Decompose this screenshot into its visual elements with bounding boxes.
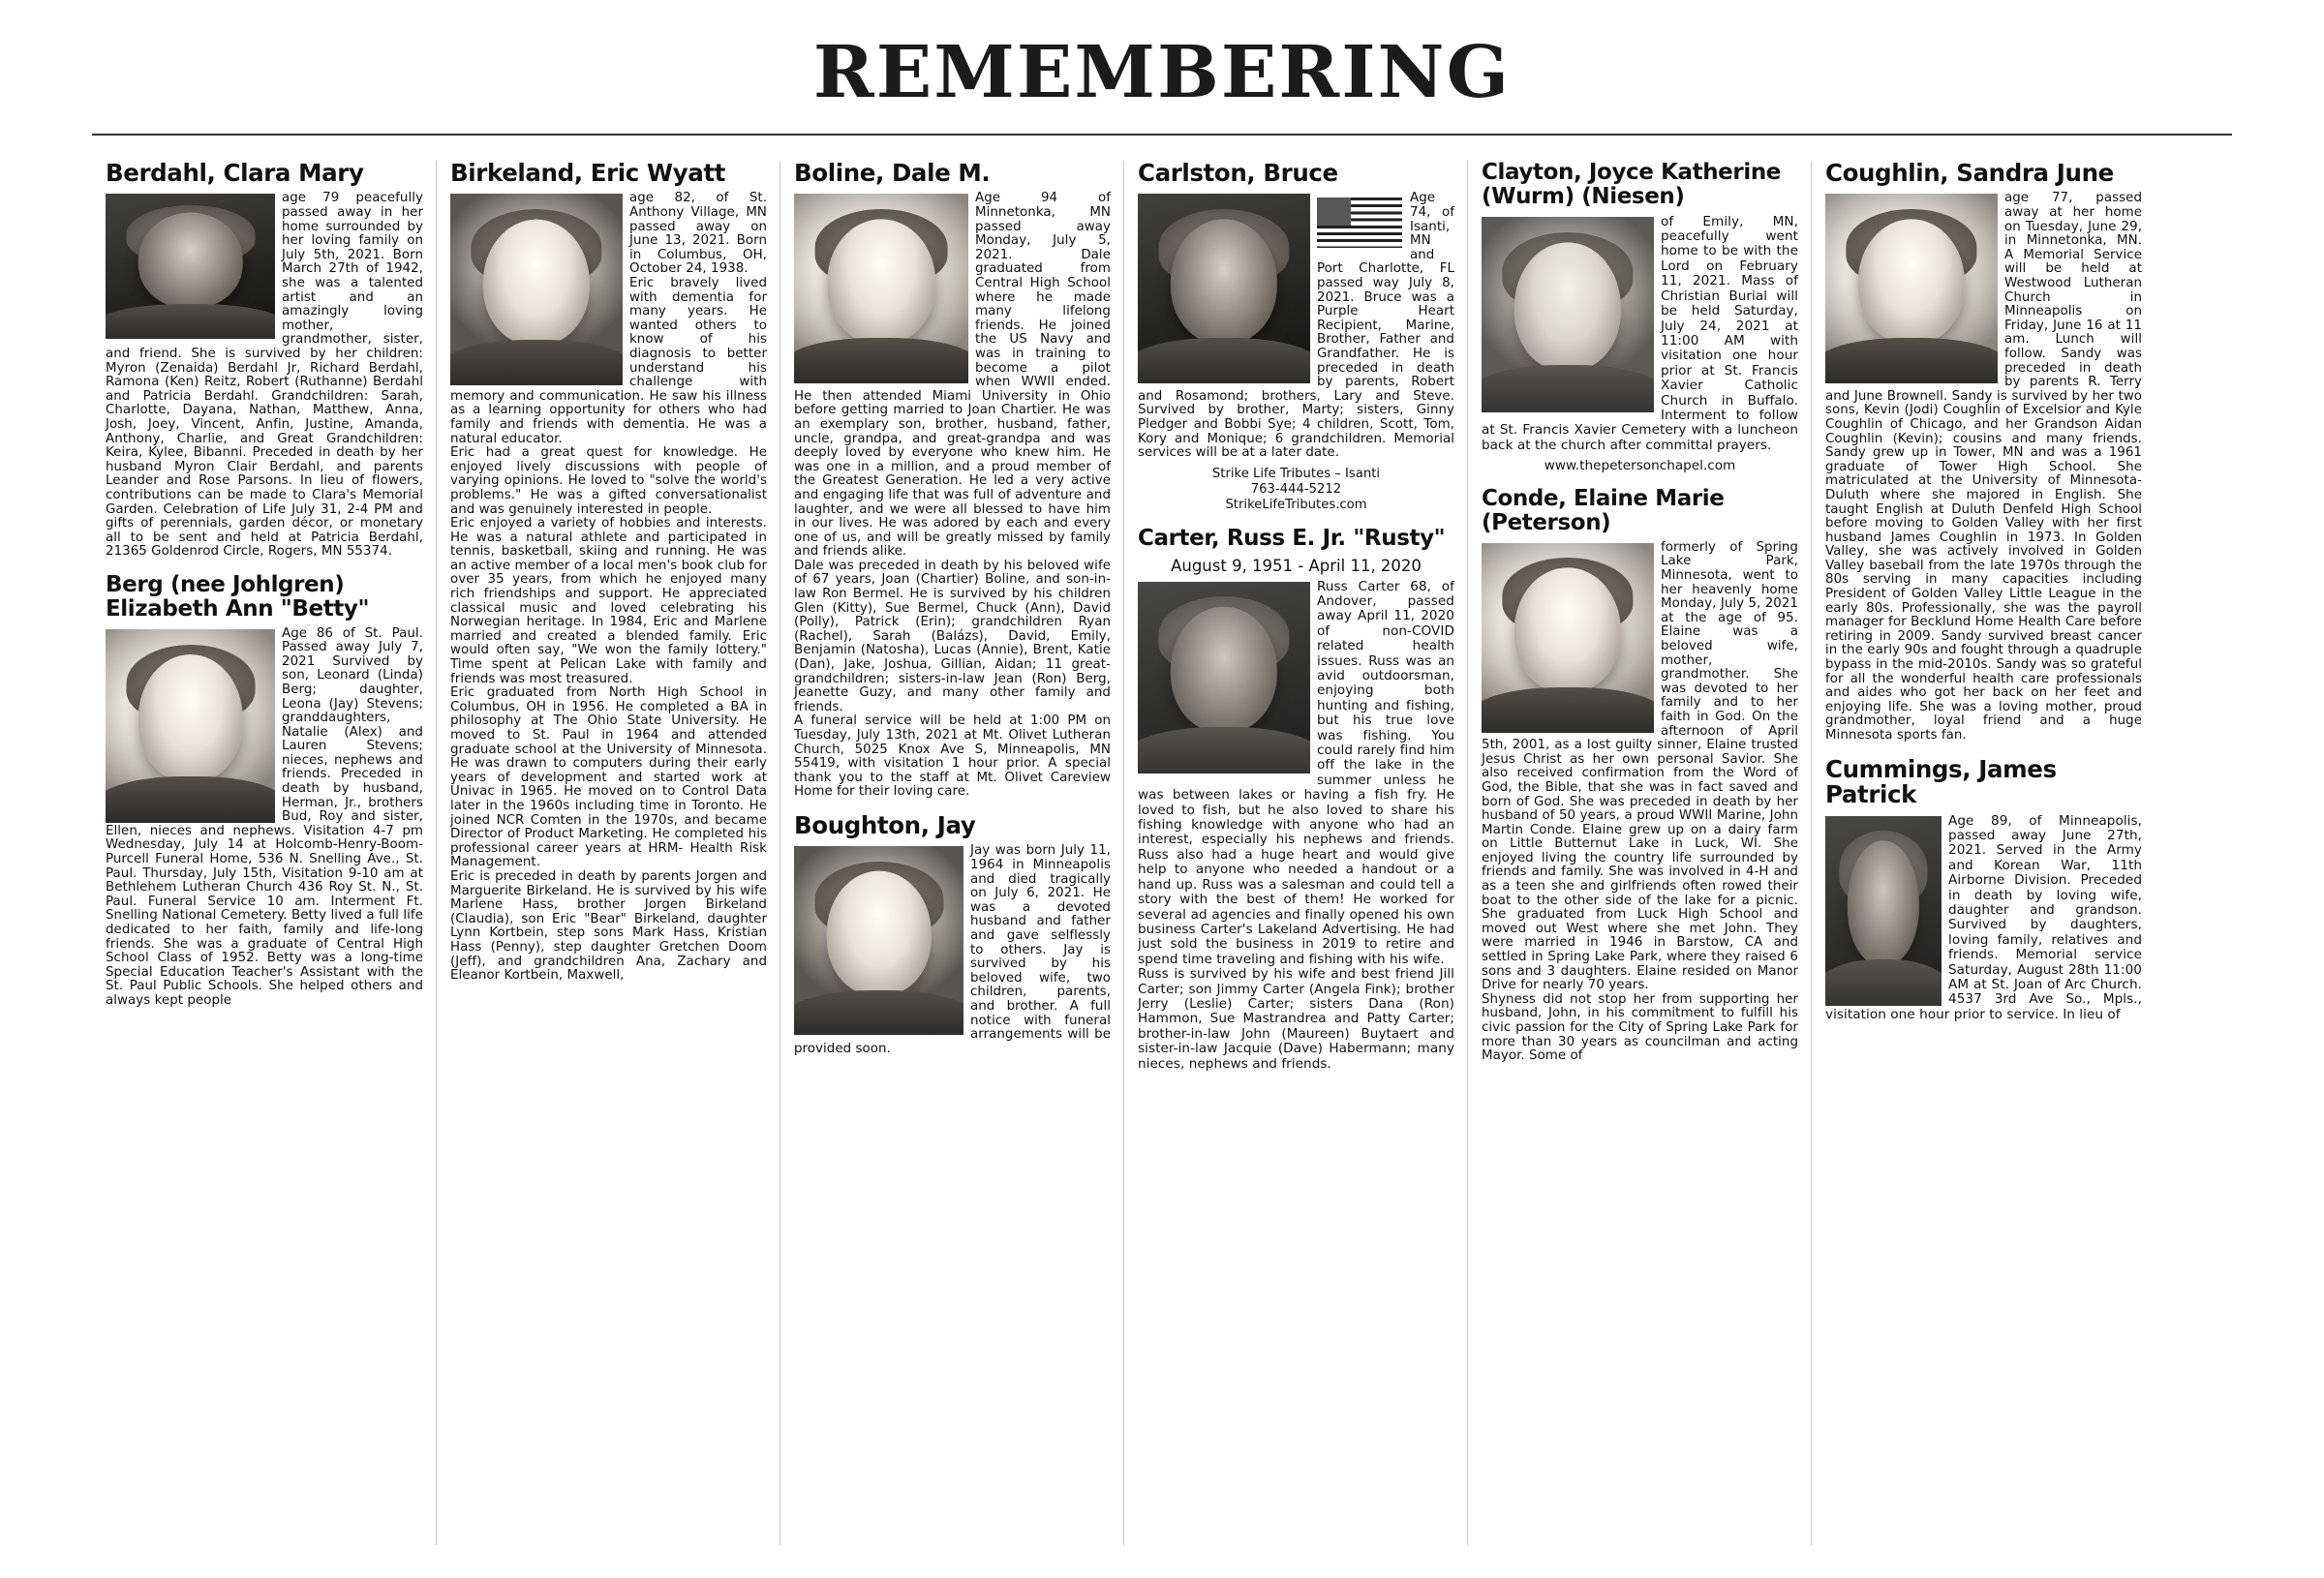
obituary-body [1138,580,1454,1072]
obituary-name: Berdahl, Clara Mary [106,161,364,187]
obituary-entry[interactable] [1482,487,1798,1064]
obituary-paragraph: Eric bravely lived with dementia for many years. He wanted others to know of his diagnosis to better understand his challenge with memory and communication. He saw his illness as a learning opportunity for others who had family and friends with dementia. He was a natural educator. [450,276,767,446]
obituary-body [106,192,423,559]
obituary-life-dates: August 9, 1951 - April 11, 2020 [1171,556,1422,575]
portrait-coughlin-sandra-june [1825,194,1998,383]
obituary-entry[interactable] [1825,161,2142,743]
portrait-birkeland-eric-wyatt [450,194,623,385]
obituary-entry[interactable] [450,161,767,984]
obituary-name: Boughton, Jay [794,810,976,839]
obituary-paragraph: Dale was preceded in death by his beloved wife of 67 years, Joan (Chartier) Boline, and son-in-law Ron Bermel. He is survived by his children Glen (Kitty), Sue Bermel, Chuck (Ann), David (Polly), Patrick (Erin); grandchildren Ryan (Rachel), Sarah (Balázs), David, Emily, Benjamin (Natosha), Lucas (Annie), Brent, Katie (Dan), Jake, Joshua, Gillian, Aidan; 11 great-grandchildren; sisters-in-law Jean (Ron) Berg, Jeanette Guzy, and many other family and friends. [794,558,1111,714]
portrait-cummings-james-patrick [1825,816,1942,1006]
funeral-home-info [1138,467,1454,513]
obituary-body [450,192,767,983]
obituary-name: Coughlin, Sandra June [1825,161,2114,187]
obituary-entry[interactable] [794,810,1111,1056]
obituary-website-link[interactable]: www.thepetersonchapel.com [1544,458,1736,474]
portrait-berg-elizabeth-ann [106,629,275,823]
obituary-entry[interactable] [106,161,423,560]
obituary-column-4 [1123,161,1467,1545]
obituary-body [1482,215,1798,454]
obituary-entry[interactable] [1138,527,1454,1072]
obituary-entry[interactable] [794,161,1111,800]
portrait-boline-dale-m [794,194,968,383]
obituary-entry[interactable] [106,573,423,1009]
american-flag-icon [1317,197,1402,248]
obituary-body [106,627,423,1009]
obituary-body [1138,192,1454,460]
obituary-paragraph: Age 74, of Isanti, MN and Port Charlotte, FL passed way July 8, 2021. Bruce was a Purple Heart Recipient, Marine, Brother, Father and Grandfather. He is preceded in death by parents, Robert and Rosamond; brothers, Lary and Steve. Survived by brother, Marty; sisters, Ginny Pledger and Bobbi Sye; 4 children, Scott, Tom, Kory and Monique; 6 grandchildren. Memorial services will be at a later date. [1138,191,1454,461]
obituary-paragraph: Shyness did not stop her from supporting her husband, John, in his commitment to fulfill his civic passion for the City of Spring Lake Park for more than 30 years as councilman and acting Mayor. Some of [1482,991,1798,1064]
obituary-name: Carter, Russ E. Jr. "Rusty" [1138,525,1446,551]
obituary-column-3 [780,161,1123,1545]
obituary-paragraph: Russ Carter 68, of Andover, passed away April 11, 2020 of non-COVID related health issues. Russ was an avid outdoorsman, enjoying both hunting and fishing, but his true love was fishing. You could rarely find him off the lake in the summer unless he was between lakes or having a fish fry. He loved to fish, but he also loved to share his fishing knowledge with anyone who had an interest, especially his nephews and friends. Russ also had a huge heart and would give help to anyone who needed a handout or a hand up. Russ was a salesman and could tell a story with the best of them! He worked for several ad agencies and finally opened his own business Carter's Lakeland Advertising. He had just sold the business in 2019 to retire and spend time traveling and fishing with his wife. [1138,578,1454,967]
obituary-name: Birkeland, Eric Wyatt [450,161,725,187]
portrait-berdahl-clara-mary [106,194,275,339]
obituary-name: Carlston, Bruce [1138,161,1338,187]
portrait-boughton-jay [794,846,963,1035]
obituary-column-1 [92,161,436,1545]
obituary-name: Cummings, James Patrick [1825,754,2057,809]
obituary-body [794,844,1111,1056]
portrait-conde-elaine-marie [1482,543,1654,733]
obituary-body [1482,541,1798,1064]
funeral-home-line[interactable]: StrikeLifeTributes.com [1225,497,1367,512]
obituary-column-2 [436,161,780,1545]
obituary-column-6 [1811,161,2155,1545]
obituary-body [1825,814,2142,1023]
obituary-paragraph: Eric graduated from North High School in Columbus, OH in 1956. He completed a BA in philosophy at The Ohio State University. He moved to St. Paul in 1964 and attended graduate school at the University of Minnesota. He was drawn to computers during their early years of development and started work at Univac in 1965. He moved on to Control Data later in the 1960s including time in Toronto. He joined NCR Comten in the 1970s, and became Director of Product Marketing. He completed his professional career years at HRM- Health Risk Management. [450,685,767,870]
obituary-paragraph: Eric had a great quest for knowledge. He enjoyed lively discussions with people of varying opinions. He loved to "solve the world's problems." He was a gifted conversationalist and was genuinely interested in people. [450,445,767,517]
funeral-home-line: Strike Life Tributes – Isanti [1211,466,1381,481]
obituary-body [1825,192,2142,743]
obituary-body [794,192,1111,800]
portrait-carlston-bruce [1138,194,1310,383]
obituary-entry[interactable] [1138,161,1454,513]
masthead-divider [92,134,2232,136]
obituary-paragraph: Age 89, of Minneapolis, passed away June 27th, 2021. Served in the Army and Korean War, 11th Airborne Division. Preceded in death by loving wife, daughter and grandson. Survived by daughters, loving family, relatives and friends. Memorial service Saturday, August 28th 11:00 AM at St. Joan of Arc Church. 4537 3rd Ave So., Mpls., visitation one hour prior to service. In lieu of [1825,812,2142,1022]
obituary-paragraph: A funeral service will be held at 1:00 PM on Tuesday, July 13th, 2021 at Mt. Olivet Lutheran Church, 5025 Knox Ave S, Minneapolis, MN 55419, with visitation 1 hour prior. A special thank you to the staff at Mt. Olivet Careview Home for their loving care. [794,713,1111,800]
obituary-column-5 [1467,161,1811,1545]
obituary-name: Berg (nee Johlgren) Elizabeth Ann "Betty" [106,571,370,622]
obituary-entry[interactable] [1482,161,1798,473]
obituary-paragraph: formerly of Spring Lake Park, Minnesota, went to her heavenly home Monday, July 5, 2021 at the age of 95. Elaine was a beloved wife, mother, grandmother. She was devoted to her family and to her faith in God. On the afternoon of April 5th, 2001, as a lost guilty sinner, Elaine trusted Jesus Christ as her own personal Savior. She also received confirmation from the Word of God, the Bible, that she was in fact saved and born of God. She was preceded in death by her husband of 50 years, a proud WWII Marine, John Martin Conde. Elaine grew up on a dairy farm on Little Butternut Lake in Luck, WI. She enjoyed living the country life surrounded by friends and family. She was involved in 4-H and as a teen she and girlfriends often rowed their boat to the other side of the lake for a picnic. She graduated from Luck High School and moved out West where she met John. They were married in 1946 in Barstow, CA and settled in Spring Lake Park, where they raised 6 sons and 3 daughters. Elaine resided on Manor Drive for nearly 70 years. [1482,539,1798,993]
obituary-paragraph: Eric is preceded in death by parents Jorgen and Marguerite Birkeland. He is survived by his wife Marlene Hass, brother Jorgen Birkeland (Claudia), son Eric "Bear" Birkeland, daughter Lynn Kortbein, step sons Mark Hass, Kristian Hass (Penny), step daughter Gretchen Doom (Jeff), and grandchildren Ana, Zachary and Eleanor Kortbein, Maxwell, [450,868,767,984]
obituary-entry[interactable] [1825,754,2142,1023]
page-title: REMEMBERING [812,31,1512,114]
masthead [92,0,2232,114]
obituary-paragraph: Age 86 of St. Paul. Passed away July 7, 2021 Survived by son, Leonard (Linda) Berg; daughter, Leona (Jay) Stevens; granddaughters, Natalie (Alex) and Lauren Stevens; nieces, nephews and friends. Preceded in death by husband, Herman, Jr., brothers Bud, Roy and sister, Ellen, nieces and nephews. Visitation 4-7 pm Wednesday, July 14 at Holcomb-Henry-Boom-Purcell Funeral Home, 536 N. Snelling Ave., St. Paul. Thursday, July 15th, Visitation 9-10 am at Bethlehem Lutheran Church 436 Roy St. N., St. Paul. Funeral Service 10 am. Interment Ft. Snelling National Cemetery. Betty lived a full life dedicated to her faith, family and life-long friends. She was a graduate of Central High School Class of 1952. Betty was a long-time Special Education Teacher's Assistant with the St. Paul Public Schools. She helped others and always kept people [106,625,423,1008]
obituary-paragraph: Russ is survived by his wife and best friend Jill Carter; son Jimmy Carter (Angela Fink); brother Jerry (Leslie) Carter; sisters Dana (Ron) Hammon, Sue Mastrandrea and Patty Carter; brother-in-law John (Maureen) Buytaert and sister-in-law Jacquie (Dave) Habermann; many nieces, nephews and friends. [1138,966,1454,1072]
obituary-paragraph: age 79 peacefully passed away in her home surrounded by her loving family on July 5th, 2021. Born March 27th of 1942, she was a talented artist and an amazingly loving mother, grandmother, sister, and friend. She is survived by her children: Myron (Zenaida) Berdahl Jr, Richard Berdahl, Ramona (Ken) Reitz, Robert (Ruthanne) Berdahl and Patricia Berdahl. Grandchildren: Sarah, Charlotte, Dayana, Nathan, Matthew, Anna, Josh, Joey, Vincent, Anfin, Justine, Amanda, Anthony, Charlie, and Great Grandchildren: Keira, Kylee, Bibanni. Preceded in death by her husband Myron Clair Berdahl, and parents Leander and Rose Parsons. In lieu of flowers, contributions can be made to Clara's Memorial Garden. Celebration of Life July 31, 2-4 PM and gifts of perennials, garden décor, or monetary all to be sent and held at Patricia Berdahl, 21365 Goldenrod Circle, Rogers, MN 55374. [106,191,423,560]
obituary-paragraph: Eric enjoyed a variety of hobbies and interests. He was a natural athlete and participated in tennis, basketball, skiing and running. He was an active member of a local men's book club for over 35 years, from which he enjoyed many rich friendships and support. He appreciated classical music and loved celebrating his Norwegian heritage. In 1984, Eric and Marlene married and created a blended family. Eric would often say, "We won the family lottery." Time spent at Pelican Lake with family and friends was most treasured. [450,516,767,686]
obituary-paragraph: Age 94 of Minnetonka, MN passed away Monday, July 5, 2021. Dale graduated from Central High School where he made many lifelong friends. He joined the US Navy and was in training to become a pilot when WWII ended. He then attended Miami University in Ohio before getting married to Joan Chartier. He was an exemplary son, brother, husband, father, uncle, grandpa, and great-grandpa and was deeply loved by everyone who knew him. He was one in a million, and a proud member of the Greatest Generation. He led a very active and engaging life that was full of adventure and laughter, and we were all blessed to have him in our lives. He was adored by each and every one of us, and will be greatly missed by family and friends alike. [794,191,1111,560]
obituary-paragraph: age 77, passed away at her home on Tuesday, June 29, in Minnetonka, MN. A Memorial Service will be held at Westwood Lutheran Church in Minneapolis on Friday, June 16 at 11 am. Lunch will follow. Sandy was preceded in death by parents R. Terry and June Brownell. Sandy is survived by her two sons, Kevin (Jodi) Coughlin of Excelsior and Kyle Coughlin of Chicago, and her Grandson Aidan Coughlin (Kevin); cousins and many friends. Sandy grew up in Tower, MN and was a 1961 graduate of Tower High School. She matriculated at the University of Minnesota-Duluth where she majored in English. She taught English at Duluth Denfeld High School before moving to Golden Valley with her first husband James Coughlin in 1973. In Golden Valley, she was actively involved in Golden Valley baseball from the late 1970s through the 80s serving in many capacities including President of Golden Valley Little League in the early 80s. Professionally, she was the payroll manager for Becklund Home Health Care before retiring in 2009. Sandy survived breast cancer in the early 90s and fought through a quadruple bypass in the mid-2010s. Sandy was so grateful for all the wonderful health care professionals and aides who got her back on her feet and enjoying life. She was a loving mother, proud grandmother, loyal friend and a huge Minnesota sports fan. [1825,191,2142,743]
portrait-carter-russ-e-jr [1138,582,1310,774]
obituary-name: Clayton, Joyce Katherine (Wurm) (Niesen) [1482,161,1781,209]
obituary-name: Boline, Dale M. [794,161,991,187]
funeral-home-line: 763-444-5212 [1250,481,1342,497]
obituary-paragraph: of Emily, MN, peacefully went home to be with the Lord on February 11, 2021. Mass of Christian Burial will be held Saturday, July 24, 2021 at 11:00 AM with visitation one hour prior at St. Francis Xavier Catholic Church in Buffalo. Interment to follow at St. Francis Xavier Cemetery with a luncheon back at the church after committal prayers. [1482,213,1798,453]
portrait-clayton-joyce-katherine [1482,217,1654,412]
obituary-name: Conde, Elaine Marie (Peterson) [1482,486,1725,535]
obituary-paragraph: Jay was born July 11, 1964 in Minneapolis and died tragically on July 6, 2021. He was a devoted husband and father and gave selflessly to others. Jay is survived by his beloved wife, two children, parents, and brother. A full notice with funeral arrangements will be provided soon. [794,843,1111,1056]
obituary-paragraph: age 82, of St. Anthony Village, MN passed away on June 13, 2021. Born in Columbus, OH, October 24, 1938. [629,191,767,277]
obituary-columns [92,161,2232,1545]
